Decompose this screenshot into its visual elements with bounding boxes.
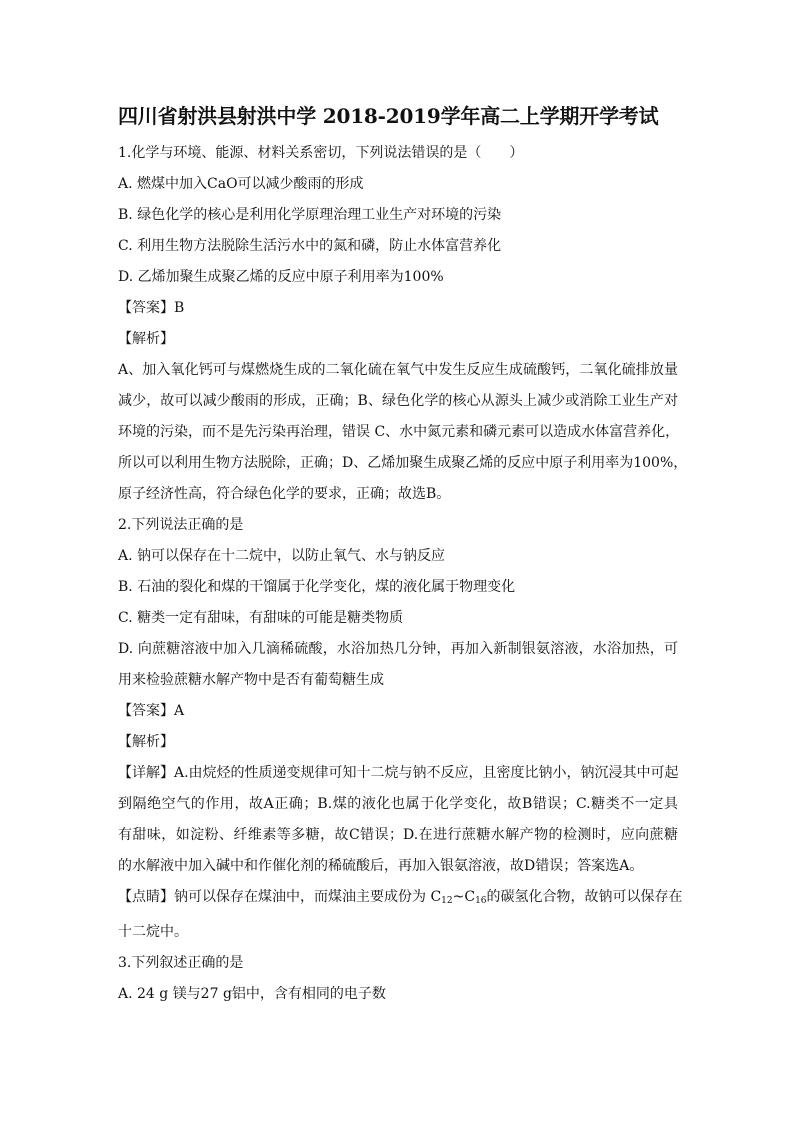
question-1-option-b: B. 绿色化学的核心是利用化学原理治理工业生产对环境的污染 [118, 207, 502, 223]
question-2-analysis-label: 【解析】 [118, 734, 174, 750]
detail-line: 【详解】A.由烷烃的性质递变规律可知十二烷与钠不反应，且密度比钠小，钠沉浸其中可起 [118, 765, 679, 781]
option-d-line: 用来检验蔗糖水解产物中是否有葡萄糖生成 [118, 672, 384, 688]
detail-line: 的水解液中加入碱中和作催化剂的稀硫酸后，再加入银氨溶液，故D错误；答案选A。 [118, 858, 644, 874]
tip-mid: ~C [452, 889, 476, 905]
question-2-option-b: B. 石油的裂化和煤的干馏属于化学变化，煤的液化属于物理变化 [118, 579, 516, 595]
question-1-stem: 1.化学与环境、能源、材料关系密切，下列说法错误的是（ ） [118, 145, 524, 161]
question-2-option-d [118, 634, 678, 696]
question-1-analysis [118, 355, 688, 510]
question-3-stem: 3.下列叙述正确的是 [118, 955, 244, 971]
question-1-option-a: A. 燃煤中加入CaO可以减少酸雨的形成 [118, 176, 364, 192]
tip-suffix: 的碳氢化合物，故钠可以保存在 [486, 889, 683, 905]
question-2-option-a: A. 钠可以保存在十二烷中，以防止氧气、水与钠反应 [118, 548, 446, 564]
question-2-stem: 2.下列说法正确的是 [118, 517, 244, 533]
option-d-line: D. 向蔗糖溶液中加入几滴稀硫酸，水浴加热几分钟，再加入新制银氨溶液，水浴加热，可 [118, 641, 678, 657]
detail-line: 有甜味，如淀粉、纤维素等多糖，故C错误；D.在进行蔗糖水解产物的检测时，应向蔗糖 [118, 827, 678, 843]
analysis-line: 环境的污染，而不是先污染再治理，错误 C、水中氮元素和磷元素可以造成水体富营养化， [118, 424, 680, 440]
question-1-analysis-label: 【解析】 [118, 331, 174, 347]
document-page [118, 100, 688, 1010]
tip-subscript-16: 16 [475, 896, 487, 906]
question-2-detail [118, 758, 678, 882]
detail-line: 到隔绝空气的作用，故A正确；B.煤的液化也属于化学变化，故B错误；C.糖类不一定具 [118, 796, 678, 812]
tip-line [118, 882, 683, 917]
tip-line-last: 十二烷中。 [118, 924, 188, 940]
question-1-option-d: D. 乙烯加聚生成聚乙烯的反应中原子利用率为100% [118, 269, 444, 285]
page-title: 四川省射洪县射洪中学 2018-2019学年高二上学期开学考试 [118, 104, 659, 128]
analysis-line: 减少，故可以减少酸雨的形成，正确；B、绿色化学的核心从源头上减少或消除工业生产对 [118, 393, 678, 409]
question-2-tip [118, 882, 683, 948]
tip-prefix: 【点睛】钠可以保存在煤油中，而煤油主要成份为 C [118, 889, 442, 905]
question-1 [118, 138, 688, 510]
question-1-answer: 【答案】B [118, 300, 185, 316]
question-2-answer: 【答案】A [118, 703, 185, 719]
question-2 [118, 510, 683, 948]
question-1-option-c: C. 利用生物方法脱除生活污水中的氮和磷，防止水体富营养化 [118, 238, 502, 254]
question-2-option-c: C. 糖类一定有甜味，有甜味的可能是糖类物质 [118, 610, 404, 626]
question-3-option-a: A. 24 g 镁与27 g铝中，含有相同的电子数 [118, 986, 386, 1002]
analysis-line: 原子经济性高，符合绿色化学的要求，正确；故选B。 [118, 486, 451, 502]
question-3 [118, 948, 678, 1010]
analysis-line: 所以可以利用生物方法脱除，正确；D、乙烯加聚生成聚乙烯的反应中原子利用率为100%， [118, 455, 688, 471]
tip-subscript-12: 12 [441, 896, 453, 906]
analysis-line: A、加入氧化钙可与煤燃烧生成的二氧化硫在氧气中发生反应生成硫酸钙，二氧化硫排放量 [118, 362, 678, 378]
